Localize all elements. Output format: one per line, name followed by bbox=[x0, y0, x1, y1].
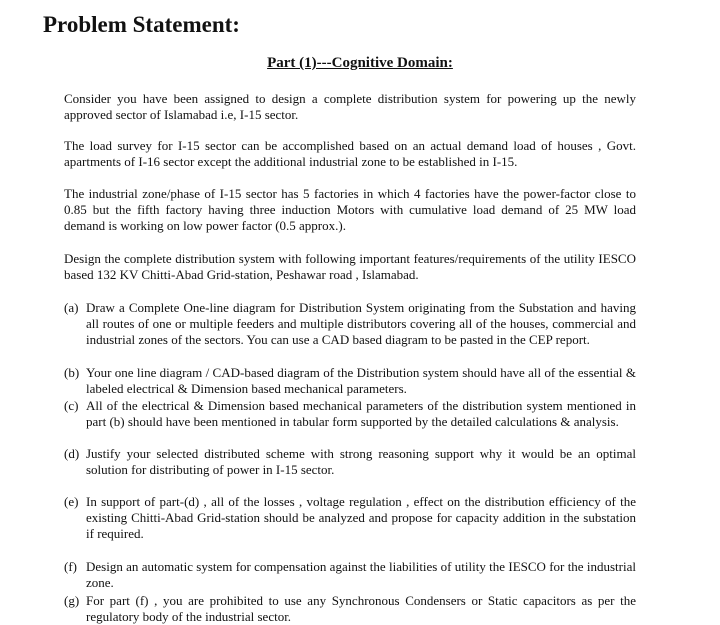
list-item-label: (a) bbox=[64, 300, 79, 315]
list-item-g bbox=[64, 593, 636, 625]
list-item-f bbox=[64, 559, 636, 591]
list-item-text: In support of part-(d) , all of the losses , voltage regulation , effect on the distribution efficiency of the existing Chitti-Abad Grid-station should be analyzed and propose for capacity addition in the substation if required. bbox=[86, 494, 636, 541]
list-item-label: (b) bbox=[64, 365, 80, 380]
list-item-label: (c) bbox=[64, 398, 79, 413]
list-item-d bbox=[64, 446, 636, 478]
paragraph-design-requirements: Design the complete distribution system with following important features/requirements of the utility IESCO based 132 KV Chitti-Abad Grid-station, Peshawar road , Islamabad. bbox=[64, 251, 636, 282]
list-item-c bbox=[64, 398, 636, 430]
list-item-label: (e) bbox=[64, 494, 79, 509]
list-item-label: (d) bbox=[64, 446, 80, 461]
paragraph-intro: Consider you have been assigned to design a complete distribution system for powering up the newly approved sector of Islamabad i.e, I-15 sector. bbox=[64, 91, 636, 122]
list-item-a bbox=[64, 300, 636, 348]
list-item-label: (g) bbox=[64, 593, 80, 608]
list-item-text: Justify your selected distributed scheme with strong reasoning support why it would be an optimal solution for distributing of power in I-15 sector. bbox=[86, 446, 636, 477]
list-item-text: For part (f) , you are prohibited to use any Synchronous Condensers or Static capacitors as per the regulatory body of the industrial sector. bbox=[86, 593, 636, 624]
list-item-label: (f) bbox=[64, 559, 77, 574]
list-item-e bbox=[64, 494, 636, 542]
list-item-text: Draw a Complete One-line diagram for Distribution System originating from the Substation and having all routes of one or multiple feeders and multiple distributors covering all of the houses, commercial and industrial zones of the sectors. You can use a CAD based diagram to be pasted in the CEP report. bbox=[86, 300, 636, 347]
list-item-text: Design an automatic system for compensation against the liabilities of utility the IESCO for the industrial zone. bbox=[86, 559, 636, 590]
list-item-text: Your one line diagram / CAD-based diagram of the Distribution system should have all of the essential & labeled electrical & Dimension based mechanical parameters. bbox=[86, 365, 636, 396]
section-heading bbox=[0, 54, 720, 72]
page-title: Problem Statement: bbox=[43, 12, 240, 37]
list-item-text: All of the electrical & Dimension based mechanical parameters of the distribution system mentioned in part (b) should have been mentioned in tabular form supported by the detailed calculations & analysis. bbox=[86, 398, 636, 429]
section-heading-text: Part (1)---Cognitive Domain: bbox=[267, 55, 453, 71]
list-item-b bbox=[64, 365, 636, 397]
paragraph-industrial-zone: The industrial zone/phase of I-15 sector has 5 factories in which 4 factories have the power-factor close to 0.85 but the fifth factory having three induction Motors with cumulative load demand of 25 MW load demand is working on low power factor (0.5 approx.). bbox=[64, 186, 636, 233]
paragraph-load-survey: The load survey for I-15 sector can be accomplished based on an actual demand load of houses , Govt. apartments of I-16 sector except the additional industrial zone to be established in I-15. bbox=[64, 138, 636, 169]
